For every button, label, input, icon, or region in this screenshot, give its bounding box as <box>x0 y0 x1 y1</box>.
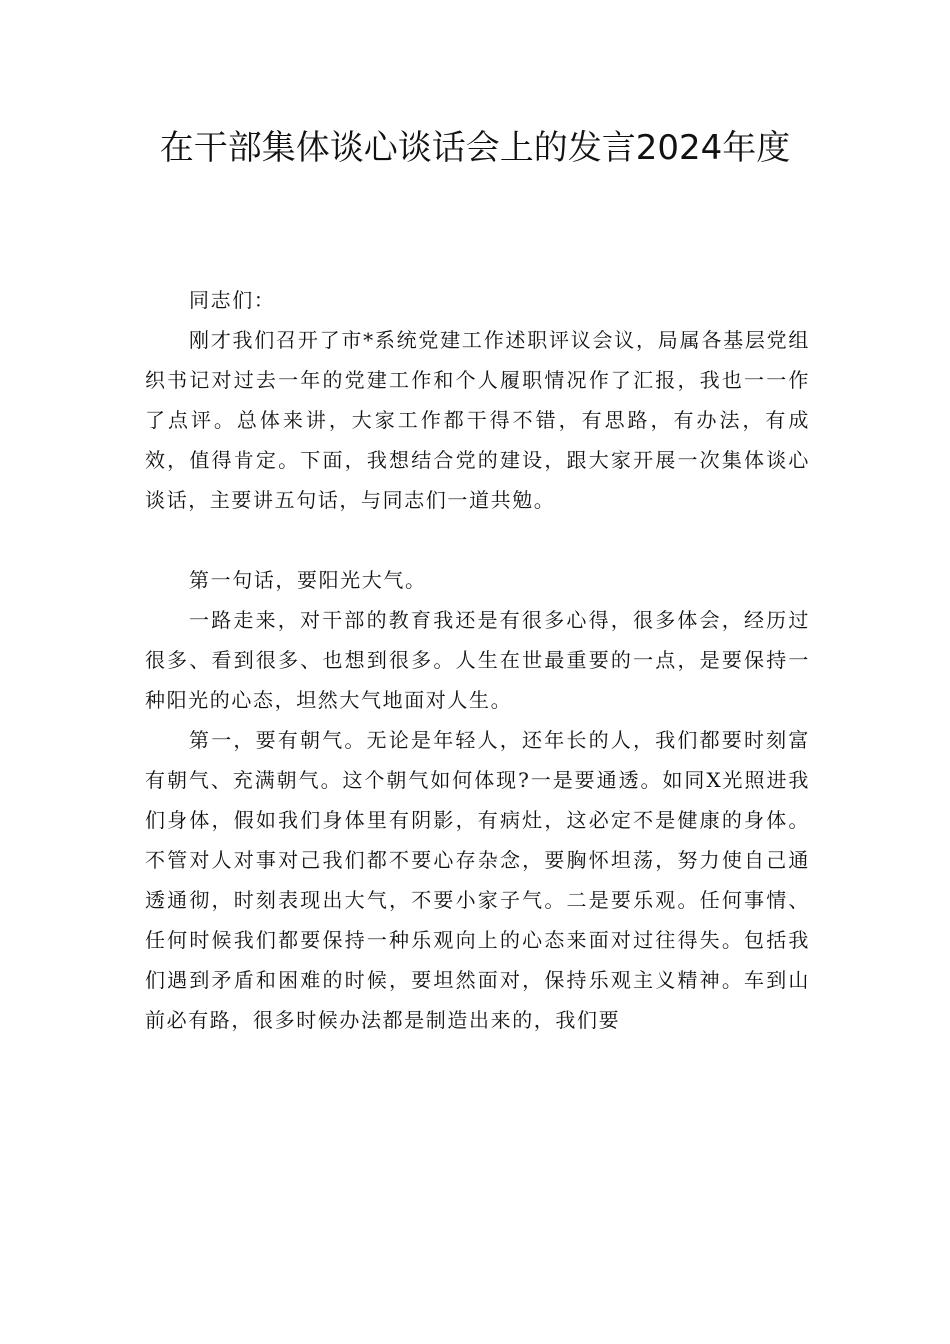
section-heading: 第一句话，要阳光大气。 <box>189 568 427 592</box>
salutation-paragraph: 同志们： <box>189 288 276 312</box>
body-paragraph: 第一，要有朝气。无论是年轻人，还年长的人，我们都要时刻富有朝气、充满朝气。这个朝气如何体现?一是要通透。如同X光照进我们身体，假如我们身体里有阴影，有病灶，这必定不是健康的身体。不管对人对事对己我们都不要心存杂念，要胸怀坦荡，努力使自己通透通彻，时刻表现出大气，不要小家子气。二是要乐观。任何事情、任何时候我们都要保持一种乐观向上的心态来面对过往得失。包括我们遇到矛盾和困难的时候，要坦然面对，保持乐观主义精神。车到山前必有路，很多时候办法都是制造出来的，我们要 <box>145 728 810 1032</box>
document-body <box>145 280 810 1040</box>
document-title: 在干部集体谈心谈话会上的发言2024年度 <box>159 128 791 168</box>
intro-paragraph: 刚才我们召开了市*系统党建工作述职评议会议，局属各基层党组织书记对过去一年的党建工作和个人履职情况作了汇报，我也一一作了点评。总体来讲，大家工作都干得不错，有思路，有办法，有成效，值得肯定。下面，我想结合党的建设，跟大家开展一次集体谈心谈话，主要讲五句话，与同志们一道共勉。 <box>145 328 810 512</box>
body-paragraph: 一路走来，对干部的教育我还是有很多心得，很多体会，经历过很多、看到很多、也想到很多。人生在世最重要的一点，是要保持一种阳光的心态，坦然大气地面对人生。 <box>145 608 810 712</box>
